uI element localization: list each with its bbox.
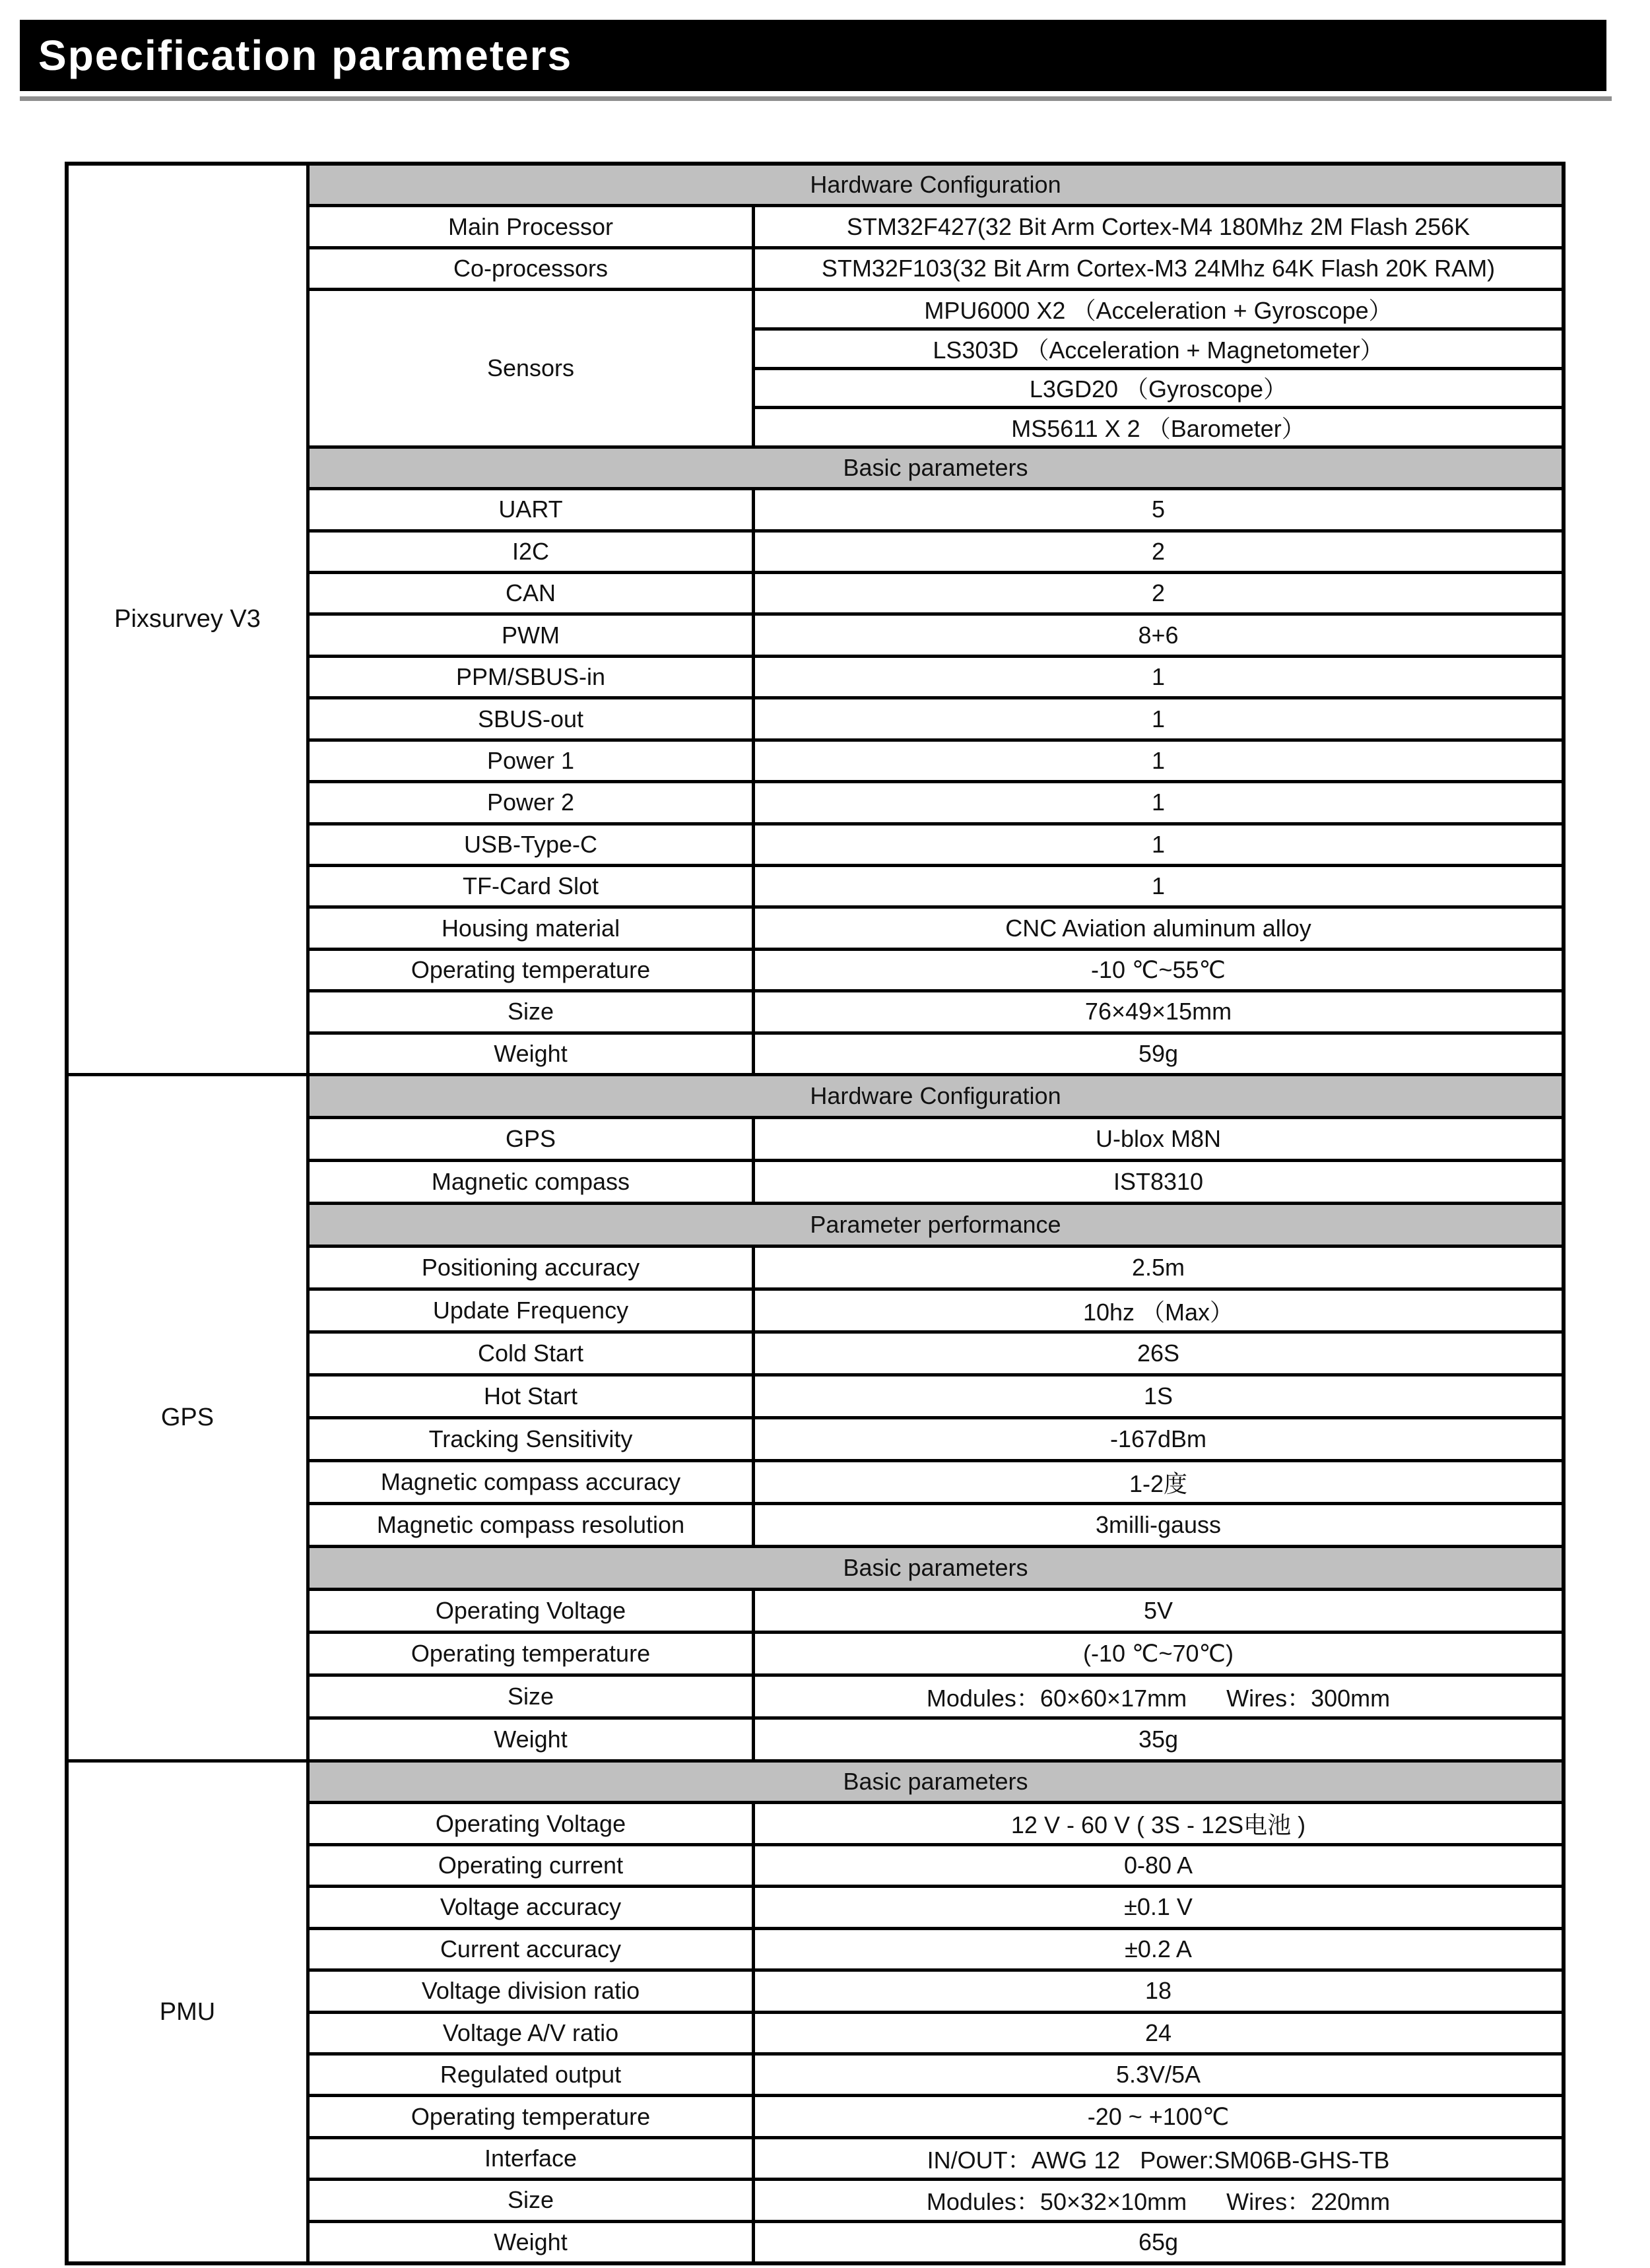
group-value: MS5611 X 2 （Barometer） bbox=[755, 406, 1562, 445]
row-value: 76×49×15mm bbox=[1084, 998, 1232, 1025]
row-value: 3milli-gauss bbox=[1095, 1511, 1222, 1538]
row-value: 1 bbox=[1151, 663, 1166, 691]
row-value: 12 V - 60 V ( 3S - 12S电池 ) bbox=[1010, 1811, 1306, 1839]
row-weight bbox=[310, 1031, 1562, 1073]
section-rows bbox=[310, 166, 1562, 1073]
row-label: CAN bbox=[310, 574, 755, 612]
row-value: 5V bbox=[1143, 1597, 1173, 1624]
row-voltage-accuracy bbox=[310, 1885, 1562, 1926]
row-value: 0-80 A bbox=[1123, 1852, 1193, 1879]
row-power-2 bbox=[310, 780, 1562, 822]
row-label: I2C bbox=[310, 533, 755, 571]
row-value: 1-2度 bbox=[1129, 1470, 1188, 1497]
row-value: ±0.1 V bbox=[1124, 1893, 1193, 1921]
row-tracking-sensitivity bbox=[310, 1416, 1562, 1459]
row-label: Operating temperature bbox=[310, 2097, 755, 2135]
row-size bbox=[310, 989, 1562, 1031]
row-label: SBUS-out bbox=[310, 699, 755, 738]
row-value: (-10 ℃~70℃) bbox=[1083, 1640, 1234, 1667]
section-label: GPS bbox=[160, 1404, 214, 1431]
row-label: Operating temperature bbox=[310, 951, 755, 989]
row-label: UART bbox=[310, 490, 755, 529]
row-value: 24 bbox=[1144, 2019, 1172, 2046]
row-weight bbox=[310, 1716, 1562, 1759]
row-label: Current accuracy bbox=[310, 1930, 755, 1968]
row-label: Voltage A/V ratio bbox=[310, 2014, 755, 2052]
subheader-basic-parameters bbox=[310, 1763, 1562, 1801]
row-label: Magnetic compass bbox=[310, 1162, 755, 1202]
row-regulated-output bbox=[310, 2052, 1562, 2094]
row-operating-current bbox=[310, 1843, 1562, 1885]
row-update-frequency bbox=[310, 1287, 1562, 1330]
row-value: 1S bbox=[1143, 1382, 1173, 1409]
row-value: -167dBm bbox=[1109, 1425, 1207, 1452]
row-label: Weight bbox=[310, 1035, 755, 1073]
row-sbus-out bbox=[310, 696, 1562, 738]
row-value: Modules：50×32×10mm Wires：220mm bbox=[926, 2187, 1391, 2215]
row-label: Operating Voltage bbox=[310, 1591, 755, 1631]
row-operating-voltage bbox=[310, 1588, 1562, 1631]
section-label: PMU bbox=[159, 1997, 216, 2026]
row-label: TF-Card Slot bbox=[310, 867, 755, 905]
subheader-label: Basic parameters bbox=[843, 1768, 1028, 1796]
row-magnetic-compass-resolution bbox=[310, 1502, 1562, 1545]
row-label: GPS bbox=[310, 1119, 755, 1159]
row-gps bbox=[310, 1116, 1562, 1159]
subheader-basic-parameters bbox=[310, 1545, 1562, 1588]
row-value: -10 ℃~55℃ bbox=[1091, 956, 1226, 983]
row-magnetic-compass-accuracy bbox=[310, 1459, 1562, 1502]
table-section-pixsurvey-v3 bbox=[69, 166, 1562, 1073]
row-operating-temperature bbox=[310, 2094, 1562, 2135]
section-label: Pixsurvey V3 bbox=[114, 605, 261, 633]
row-label: Size bbox=[310, 1677, 755, 1716]
row-value: 2.5m bbox=[1131, 1254, 1185, 1281]
row-label: Housing material bbox=[310, 909, 755, 947]
row-i2c bbox=[310, 529, 1562, 571]
row-size bbox=[310, 2178, 1562, 2219]
row-label: Weight bbox=[310, 1720, 755, 1759]
row-label: Tracking Sensitivity bbox=[310, 1419, 755, 1459]
row-label: Power 2 bbox=[310, 783, 755, 822]
row-value: 1 bbox=[1151, 872, 1166, 900]
row-label: Sensors bbox=[310, 291, 755, 445]
row-value: 18 bbox=[1144, 1977, 1172, 2005]
section-rows bbox=[310, 1076, 1562, 1759]
subheader-label: Basic parameters bbox=[843, 454, 1028, 482]
row-label: Voltage division ratio bbox=[310, 1972, 755, 2010]
row-group-sensors bbox=[310, 288, 1562, 445]
row-label: Positioning accuracy bbox=[310, 1248, 755, 1287]
row-co-processors bbox=[310, 246, 1562, 288]
row-label: USB-Type-C bbox=[310, 826, 755, 864]
row-label: PPM/SBUS-in bbox=[310, 658, 755, 696]
row-label: Cold Start bbox=[310, 1334, 755, 1373]
row-current-accuracy bbox=[310, 1927, 1562, 1968]
row-label: Magnetic compass accuracy bbox=[310, 1462, 755, 1502]
page-title: Specification parameters bbox=[38, 32, 573, 79]
row-magnetic-compass bbox=[310, 1159, 1562, 1202]
row-label: Co-processors bbox=[310, 249, 755, 288]
subheader-label: Basic parameters bbox=[843, 1554, 1028, 1581]
group-value: L3GD20 （Gyroscope） bbox=[755, 367, 1562, 406]
row-value: U-blox M8N bbox=[1095, 1125, 1222, 1152]
row-label: Operating Voltage bbox=[310, 1804, 755, 1842]
row-tf-card-slot bbox=[310, 864, 1562, 905]
row-value: 8+6 bbox=[1138, 621, 1179, 649]
section-label-cell bbox=[69, 1763, 310, 2261]
row-pwm bbox=[310, 612, 1562, 654]
row-value: 65g bbox=[1138, 2228, 1179, 2255]
row-value: 2 bbox=[1151, 537, 1166, 565]
row-main-processor bbox=[310, 204, 1562, 245]
subheader-label: Parameter performance bbox=[810, 1211, 1061, 1238]
row-value: STM32F427(32 Bit Arm Cortex-M4 180Mhz 2M Flash 256K bbox=[846, 212, 1470, 240]
row-weight bbox=[310, 2220, 1562, 2261]
row-label: Size bbox=[310, 992, 755, 1031]
table-section-pmu bbox=[69, 1759, 1562, 2261]
row-voltage-a-v-ratio bbox=[310, 2011, 1562, 2052]
row-label: Interface bbox=[310, 2139, 755, 2178]
row-operating-temperature bbox=[310, 948, 1562, 989]
section-label-cell bbox=[69, 1076, 310, 1759]
title-underline bbox=[20, 96, 1612, 101]
row-ppm-sbus-in bbox=[310, 655, 1562, 696]
row-label: Operating temperature bbox=[310, 1634, 755, 1673]
row-value: 1 bbox=[1151, 705, 1166, 732]
row-label: Regulated output bbox=[310, 2056, 755, 2094]
row-label: Hot Start bbox=[310, 1377, 755, 1416]
row-label: Size bbox=[310, 2181, 755, 2219]
row-label: Operating current bbox=[310, 1846, 755, 1885]
subheader-label: Hardware Configuration bbox=[810, 1082, 1061, 1109]
row-operating-voltage bbox=[310, 1801, 1562, 1842]
section-rows bbox=[310, 1763, 1562, 2261]
row-label: PWM bbox=[310, 616, 755, 654]
row-value: 1 bbox=[1151, 830, 1166, 858]
subheader-basic-parameters bbox=[310, 445, 1562, 487]
row-voltage-division-ratio bbox=[310, 1968, 1562, 2010]
subheader-hardware-configuration bbox=[310, 166, 1562, 204]
subheader-label: Hardware Configuration bbox=[810, 171, 1061, 199]
group-values bbox=[755, 291, 1562, 445]
row-positioning-accuracy bbox=[310, 1245, 1562, 1287]
row-label: Update Frequency bbox=[310, 1291, 755, 1330]
row-label: Power 1 bbox=[310, 742, 755, 780]
row-value: 1 bbox=[1151, 746, 1166, 774]
row-value: 10hz （Max） bbox=[1082, 1298, 1234, 1326]
row-value: 2 bbox=[1151, 579, 1166, 607]
row-value: IST8310 bbox=[1113, 1168, 1204, 1195]
row-operating-temperature bbox=[310, 1631, 1562, 1673]
row-value: 5 bbox=[1151, 496, 1166, 523]
row-value: -20 ~ +100℃ bbox=[1087, 2102, 1230, 2130]
group-value: LS303D （Acceleration + Magnetometer） bbox=[755, 327, 1562, 367]
table-section-gps bbox=[69, 1073, 1562, 1759]
row-value: ±0.2 A bbox=[1125, 1935, 1192, 1962]
row-label: Weight bbox=[310, 2223, 755, 2261]
row-value: IN/OUT：AWG 12 Power:SM06B-GHS-TB bbox=[927, 2146, 1390, 2174]
row-usb-type-c bbox=[310, 822, 1562, 864]
row-size bbox=[310, 1673, 1562, 1716]
row-label: Main Processor bbox=[310, 207, 755, 245]
subheader-parameter-performance bbox=[310, 1202, 1562, 1245]
row-value: 26S bbox=[1137, 1340, 1180, 1367]
row-can bbox=[310, 571, 1562, 612]
row-value: 5.3V/5A bbox=[1115, 2061, 1201, 2089]
row-value: CNC Aviation aluminum alloy bbox=[1005, 914, 1311, 942]
row-cold-start bbox=[310, 1330, 1562, 1373]
row-value: 59g bbox=[1138, 1039, 1179, 1067]
row-uart bbox=[310, 487, 1562, 529]
row-label: Magnetic compass resolution bbox=[310, 1505, 755, 1545]
row-power-1 bbox=[310, 738, 1562, 780]
spec-table bbox=[65, 162, 1566, 2265]
group-value: MPU6000 X2 （Acceleration + Gyroscope） bbox=[924, 297, 1393, 325]
row-value: STM32F103(32 Bit Arm Cortex-M3 24Mhz 64K Flash 20K RAM) bbox=[821, 255, 1496, 282]
row-value: 1 bbox=[1151, 789, 1166, 816]
section-label-cell bbox=[69, 166, 310, 1073]
row-label: Voltage accuracy bbox=[310, 1888, 755, 1926]
row-value: 35g bbox=[1138, 1726, 1179, 1753]
row-hot-start bbox=[310, 1373, 1562, 1416]
row-interface bbox=[310, 2136, 1562, 2178]
subheader-hardware-configuration bbox=[310, 1076, 1562, 1116]
title-bar bbox=[20, 20, 1606, 91]
row-value: Modules：60×60×17mm Wires：300mm bbox=[926, 1684, 1391, 1712]
row-housing-material bbox=[310, 905, 1562, 947]
